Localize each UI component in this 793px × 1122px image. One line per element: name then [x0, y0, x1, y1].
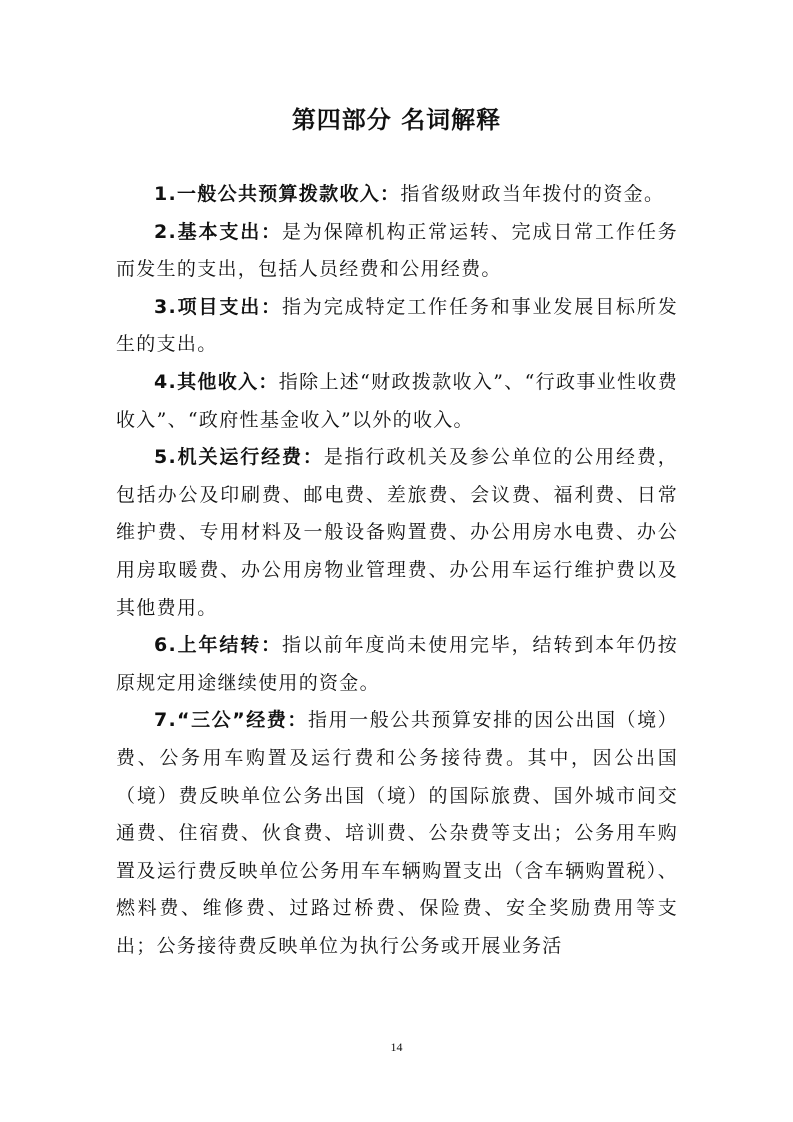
term-3: 3.项目支出： [154, 295, 282, 318]
definition-7: 指用一般公共预算安排的因公出国（境）费、公务用车购置及运行费和公务接待费。其中，因公出国（境）费反映单位公务出国（境）的国际旅费、国外城市间交通费、住宿费、伙食费、培训费、公杂费等支出；公务用车购置及运行费反映单位公务用车车辆购置支出（含车辆购置税）、燃料费、维修费、过路过桥费、保险费、安全奖励费用等支出；公务接待费反映单位为执行公务或开展业务活 [116, 709, 678, 957]
definition-2: 是为保障机构正常运转、完成日常工作任务而发生的支出，包括人员经费和公用经费。 [116, 220, 678, 281]
term-1: 1.一般公共预算拨款收入： [154, 183, 401, 205]
definition-5: 是指行政机关及参公单位的公用经费，包括办公及印刷费、邮电费、差旅费、会议费、福利费、日常维护费、专用材料及一般设备购置费、办公用房水电费、办公用房取暖费、办公用房物业管理费、办公用车运行维护费以及其他费用。 [116, 446, 679, 619]
definition-paragraph-5 [116, 439, 678, 627]
definition-1: 指省级财政当年拨付的资金。 [400, 183, 665, 205]
definition-paragraph-2 [116, 214, 678, 289]
definition-3: 指为完成特定工作任务和事业发展目标所发生的支出。 [116, 295, 678, 356]
term-5: 5.机关运行经费： [154, 446, 324, 469]
page-title: 第四部分 名词解释 [291, 106, 502, 134]
document-body [116, 176, 678, 965]
definition-4: 指除上述“财政拨款收入”、“行政事业性收费收入”、“政府性基金收入”以外的收入。 [116, 370, 678, 431]
definition-paragraph-6 [116, 627, 678, 702]
definition-6: 指以前年度尚未使用完毕，结转到本年仍按原规定用途继续使用的资金。 [116, 634, 678, 694]
term-6: 6.上年结转： [154, 634, 282, 657]
page-number: 14 [390, 1040, 403, 1054]
definition-paragraph-4 [116, 364, 678, 439]
definition-paragraph-1 [116, 176, 678, 214]
definition-paragraph-3 [116, 289, 678, 364]
definition-paragraph-7 [116, 702, 678, 965]
term-7: 7.“三公”经费： [154, 709, 308, 732]
term-4: 4.其他收入： [154, 370, 279, 393]
term-2: 2.基本支出： [154, 220, 282, 243]
